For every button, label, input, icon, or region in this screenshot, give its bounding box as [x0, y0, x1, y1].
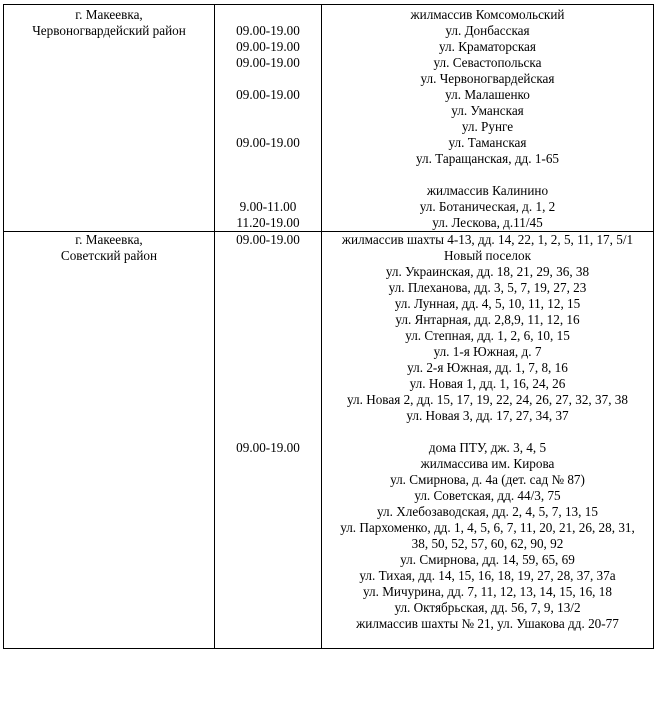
cell-line — [215, 103, 321, 119]
cell-line — [215, 167, 321, 183]
cell-line — [215, 600, 321, 616]
cell-line: жилмассив шахты № 21, ул. Ушакова дд. 20-77 — [356, 616, 619, 631]
address-cell — [322, 232, 654, 649]
schedule-table — [3, 4, 654, 649]
cell-line: 09.00-19.00 — [236, 440, 300, 455]
cell-line: 11.20-19.00 — [236, 215, 300, 230]
cell-line: дома ПТУ, дж. 3, 4, 5 — [428, 440, 547, 455]
cell-line — [215, 408, 321, 424]
cell-line: ул. Советская, дд. 44/3, 75 — [414, 488, 561, 503]
cell-line — [215, 312, 321, 328]
cell-line: ул. Таращанская, дд. 1-65 — [415, 151, 560, 166]
cell-line: Советский район — [60, 248, 158, 263]
cell-line — [215, 280, 321, 296]
cell-line: ул. Лескова, д.11/45 — [432, 215, 543, 230]
cell-line — [215, 376, 321, 392]
cell-line: ул. Севастопольска — [433, 55, 542, 70]
cell-line — [215, 119, 321, 135]
cell-line: г. Макеевка, — [75, 232, 143, 247]
cell-line: ул. Новая 3, дд. 17, 27, 34, 37 — [406, 408, 569, 423]
cell-line — [215, 296, 321, 312]
cell-line: ул. Малашенко — [445, 87, 530, 102]
time-cell — [215, 232, 322, 649]
cell-line — [215, 504, 321, 520]
cell-line: ул. Тихая, дд. 14, 15, 16, 18, 19, 27, 28, 37, 37а — [359, 568, 616, 583]
cell-line — [215, 392, 321, 408]
cell-line: жилмассив Комсомольский — [410, 7, 565, 22]
cell-line: ул. Новая 1, дд. 1, 16, 24, 26 — [409, 376, 566, 391]
cell-line: ул. Уманская — [451, 103, 524, 118]
district-cell — [4, 232, 215, 649]
cell-line: ул. Смирнова, д. 4а (дет. сад № 87) — [390, 472, 585, 487]
cell-line — [215, 424, 321, 440]
cell-line — [215, 520, 321, 536]
cell-line: 9.00-11.00 — [239, 199, 297, 214]
cell-line: ул. Краматорская — [439, 39, 536, 54]
cell-line: 38, 50, 52, 57, 60, 62, 90, 92 — [411, 536, 564, 551]
cell-line: ул. Мичурина, дд. 7, 11, 12, 13, 14, 15, 16, 18 — [363, 584, 612, 599]
cell-line: ул. Украинская, дд. 18, 21, 29, 36, 38 — [385, 264, 590, 279]
cell-line — [215, 568, 321, 584]
cell-line — [215, 472, 321, 488]
cell-line: 09.00-19.00 — [236, 87, 300, 102]
cell-line: ул. Червоногвардейская — [420, 71, 555, 86]
cell-line: жилмассива им. Кирова — [420, 456, 555, 471]
cell-line — [215, 151, 321, 167]
cell-line: ул. Пархоменко, дд. 1, 4, 5, 6, 7, 11, 20, 21, 26, 28, 31, — [340, 520, 635, 535]
cell-line: 09.00-19.00 — [236, 135, 300, 150]
cell-line: жилмассив шахты 4-13, дд. 14, 22, 1, 2, 5, 11, 17, 5/1 — [341, 232, 634, 247]
cell-line: ул. Степная, дд. 1, 2, 6, 10, 15 — [405, 328, 570, 343]
cell-line: г. Макеевка, — [75, 7, 143, 22]
cell-line: 09.00-19.00 — [236, 39, 300, 54]
cell-line: ул. Рунге — [461, 119, 514, 134]
cell-line: ул. Таманская — [448, 135, 527, 150]
cell-line: ул. Лунная, дд. 4, 5, 10, 11, 12, 15 — [394, 296, 581, 311]
cell-line — [215, 632, 321, 648]
cell-line — [215, 360, 321, 376]
cell-line: жилмассив Калинино — [426, 183, 549, 198]
cell-line: Червоногвардейский район — [32, 23, 186, 38]
cell-line — [215, 328, 321, 344]
cell-line — [215, 183, 321, 199]
district-cell — [4, 5, 215, 232]
cell-line — [215, 71, 321, 87]
cell-line — [215, 248, 321, 264]
cell-line — [322, 424, 653, 440]
cell-line — [215, 7, 321, 23]
cell-line: ул. Донбасская — [445, 23, 530, 38]
cell-line: 09.00-19.00 — [236, 55, 300, 70]
cell-line: ул. Смирнова, дд. 14, 59, 65, 69 — [400, 552, 575, 567]
cell-line: Новый поселок — [444, 248, 531, 263]
table-row — [4, 5, 654, 232]
cell-line: 09.00-19.00 — [236, 23, 300, 38]
cell-line — [215, 616, 321, 632]
cell-line: ул. 2-я Южная, дд. 1, 7, 8, 16 — [407, 360, 568, 375]
cell-line: 09.00-19.00 — [236, 232, 300, 247]
cell-line: ул. Плеханова, дд. 3, 5, 7, 19, 27, 23 — [388, 280, 587, 295]
cell-line: ул. Ботаническая, д. 1, 2 — [419, 199, 556, 214]
cell-line — [322, 167, 653, 183]
cell-line — [215, 584, 321, 600]
document — [3, 4, 654, 649]
table-row — [4, 232, 654, 649]
cell-line — [215, 456, 321, 472]
time-cell — [215, 5, 322, 232]
cell-line: ул. Новая 2, дд. 15, 17, 19, 22, 24, 26, 27, 32, 37, 38 — [347, 392, 628, 407]
cell-line — [215, 552, 321, 568]
cell-line — [215, 264, 321, 280]
cell-line — [215, 488, 321, 504]
cell-line: ул. Янтарная, дд. 2,8,9, 11, 12, 16 — [395, 312, 580, 327]
address-cell — [322, 5, 654, 232]
cell-line: ул. Октябрьская, дд. 56, 7, 9, 13/2 — [394, 600, 581, 615]
cell-line — [215, 536, 321, 552]
cell-line: ул. Хлебозаводская, дд. 2, 4, 5, 7, 13, 15 — [377, 504, 598, 519]
cell-line: ул. 1-я Южная, д. 7 — [433, 344, 542, 359]
cell-line — [215, 344, 321, 360]
